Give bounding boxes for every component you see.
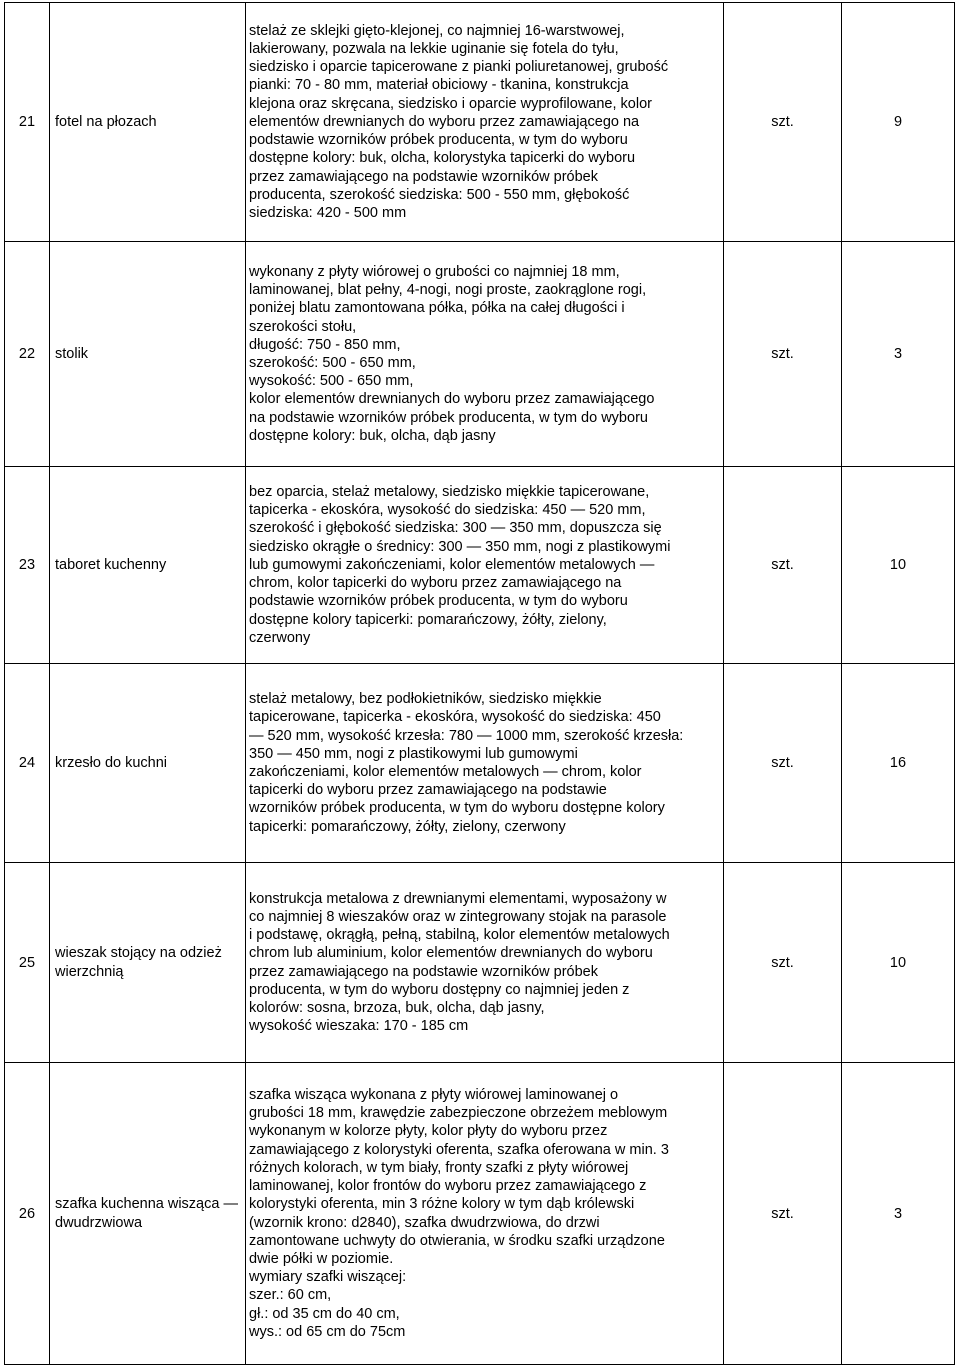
description-line: szerokość: 500 - 650 mm,	[249, 355, 416, 371]
description-line: producenta, w tym do wyboru dostępny co najmniej jeden z	[249, 981, 630, 998]
item-quantity: 16	[842, 664, 955, 863]
description-line: szafka wisząca wykonana z płyty wiórowej laminowanej o	[249, 1087, 619, 1104]
item-name: wieszak stojący na odzież wierzchnią	[50, 863, 246, 1063]
description-line: zamawiającego z kolorystyki oferenta, szafka oferowana w min. 3	[249, 1141, 669, 1158]
description-line: siedziska: 420 - 500 mm	[249, 204, 407, 221]
description-line: laminowanej, kolor frontów do wyboru przez zamawiającego z	[249, 1178, 647, 1195]
description-line: dostępne kolory tapicerki: pomarańczowy, żółty, zielony,	[249, 611, 607, 628]
item-description	[246, 863, 724, 1063]
item-quantity: 10	[842, 863, 955, 1063]
description-line: (wzornik krono: d2840), szafka dwudrzwiowa, do drzwi	[249, 1214, 600, 1231]
item-number: 25	[5, 863, 50, 1063]
description-line: kolorów: sosna, brzoza, buk, olcha, dąb jasny,	[249, 999, 545, 1016]
item-unit: szt.	[724, 467, 842, 664]
description-line: lub gumowymi zakończeniami, kolor elementów metalowych ―	[249, 556, 655, 573]
description-line: dostępne kolory: buk, olcha, kolorystyka tapicerki do wyboru	[249, 150, 636, 167]
description-line: konstrukcja metalowa z drewnianymi elementami, wyposażony w	[249, 890, 667, 907]
description-line: elementów drewnianych do wyboru przez zamawiającego na	[249, 113, 640, 130]
description-line: wys.: od 65 cm do 75cm	[249, 1323, 406, 1340]
description-line: przez zamawiającego na podstawie wzorników próbek	[249, 963, 598, 980]
description-line: różnych kolorach, w tym biały, fronty szafki z płyty wiórowej	[249, 1159, 629, 1176]
description-line: poniżej blatu zamontowana półka, półka na całej długości i	[249, 300, 625, 317]
item-unit: szt.	[724, 242, 842, 467]
item-unit: szt.	[724, 1063, 842, 1365]
description-line: tapicerki do wyboru przez zamawiającego na podstawie	[249, 782, 607, 799]
item-description	[246, 1063, 724, 1365]
description-line: wykonany z płyty wiórowej o grubości co najmniej 18 mm,	[249, 263, 620, 280]
item-name: taboret kuchenny	[50, 467, 246, 664]
description-line: klejona oraz skręcana, siedzisko i oparcie wyprofilowane, kolor	[249, 95, 652, 112]
description-line: przez zamawiającego na podstawie wzorników próbek	[249, 168, 598, 185]
item-quantity: 3	[842, 1063, 955, 1365]
item-description	[246, 242, 724, 467]
table-row	[5, 467, 955, 664]
description-line: na podstawie wzorników próbek producenta, w tym do wyboru	[249, 409, 648, 426]
description-line: szer.: 60 cm,	[249, 1287, 332, 1304]
description-line: co najmniej 8 wieszaków oraz w zintegrowany stojak na parasole	[249, 908, 667, 925]
description-line: szerokość i głębokość siedziska: 300 ― 350 mm, dopuszcza się	[249, 520, 662, 537]
description-line: podstawie wzorników próbek producenta, w tym do wyboru	[249, 132, 628, 149]
description-line: szerokości stołu,	[249, 318, 357, 335]
description-line: kolorystyki oferenta, min 3 różne kolory w tym dąb królewski	[249, 1196, 635, 1213]
description-line: stelaż ze sklejki gięto-klejonej, co najmniej 16-warstwowej,	[249, 22, 625, 39]
specification-table	[4, 2, 955, 1365]
description-line: czerwony	[249, 629, 311, 646]
description-line: tapicerowane, tapicerka - ekoskóra, wysokość do siedziska: 450	[249, 709, 661, 726]
item-number: 22	[5, 242, 50, 467]
table-row	[5, 664, 955, 863]
item-description	[246, 3, 724, 242]
item-number: 21	[5, 3, 50, 242]
description-line: ― 520 mm, wysokość krzesła: 780 ― 1000 mm, szerokość krzesła:	[249, 727, 684, 744]
description-line: siedzisko okrągłe o średnicy: 300 ― 350 mm, nogi z plastikowymi	[249, 538, 671, 555]
description-line: producenta, szerokość siedziska: 500 - 550 mm, głębokość	[249, 186, 630, 203]
table-row	[5, 1063, 955, 1365]
item-quantity: 3	[842, 242, 955, 467]
description-line: i podstawę, okrągłą, pełną, stabilną, kolor elementów metalowych	[249, 927, 670, 944]
table-row	[5, 863, 955, 1063]
description-line: podstawie wzorników próbek producenta, w tym do wyboru	[249, 593, 628, 610]
description-line: chrom, kolor tapicerki do wyboru przez zamawiającego na	[249, 575, 622, 592]
description-line: 350 ― 450 mm, nogi z plastikowymi lub gumowymi	[249, 745, 578, 762]
item-name: krzesło do kuchni	[50, 664, 246, 863]
table-row	[5, 3, 955, 242]
description-line: wzorników próbek producenta, w tym do wyboru dostępne kolory	[249, 800, 665, 817]
item-description	[246, 467, 724, 664]
item-number: 26	[5, 1063, 50, 1365]
item-number: 23	[5, 467, 50, 664]
description-line: kolor elementów drewnianych do wyboru przez zamawiającego	[249, 391, 655, 408]
item-unit: szt.	[724, 3, 842, 242]
description-line: dostępne kolory: buk, olcha, dąb jasny	[249, 427, 496, 444]
description-line: bez oparcia, stelaż metalowy, siedzisko miękkie tapicerowane,	[249, 484, 650, 501]
item-name: szafka kuchenna wisząca ― dwudrzwiowa	[50, 1063, 246, 1365]
item-name: fotel na płozach	[50, 3, 246, 242]
item-unit: szt.	[724, 863, 842, 1063]
table-row	[5, 242, 955, 467]
item-quantity: 10	[842, 467, 955, 664]
description-line: siedzisko i oparcie tapicerowane z pianki poliuretanowej, grubość	[249, 59, 669, 76]
description-line: tapicerki: pomarańczowy, żółty, zielony, czerwony	[249, 818, 566, 835]
description-line: dwie półki w poziomie.	[249, 1250, 394, 1267]
description-line: tapicerka - ekoskóra, wysokość do siedziska: 450 ― 520 mm,	[249, 502, 646, 519]
item-unit: szt.	[724, 664, 842, 863]
description-line: laminowanej, blat pełny, 4-nogi, nogi proste, zaokrąglone rogi,	[249, 282, 647, 299]
description-line: wykonanym w kolorze płyty, kolor płyty do wyboru przez	[249, 1123, 608, 1140]
description-line: pianki: 70 - 80 mm, materiał obiciowy - tkanina, konstrukcja	[249, 77, 629, 94]
description-line: wysokość: 500 - 650 mm,	[249, 373, 414, 390]
description-line: chrom lub aluminium, kolor elementów drewnianych do wyboru	[249, 945, 653, 962]
description-line: gł.: od 35 cm do 40 cm,	[249, 1305, 400, 1322]
description-line: wymiary szafki wiszącej:	[249, 1269, 407, 1286]
item-quantity: 9	[842, 3, 955, 242]
item-name: stolik	[50, 242, 246, 467]
table-body	[5, 3, 955, 1365]
description-line: wysokość wieszaka: 170 - 185 cm	[249, 1018, 469, 1035]
item-number: 24	[5, 664, 50, 863]
description-line: lakierowany, pozwala na lekkie uginanie się fotela do tyłu,	[249, 41, 619, 58]
description-line: zamontowane uchwyty do otwierania, w środku szafki urządzone	[249, 1232, 665, 1249]
description-line: stelaż metalowy, bez podłokietników, siedzisko miękkie	[249, 691, 602, 708]
description-line: długość: 750 - 850 mm,	[249, 336, 401, 353]
description-line: grubości 18 mm, krawędzie zabezpieczone obrzeżem meblowym	[249, 1105, 668, 1122]
item-description	[246, 664, 724, 863]
description-line: zakończeniami, kolor elementów metalowych ― chrom, kolor	[249, 764, 642, 780]
